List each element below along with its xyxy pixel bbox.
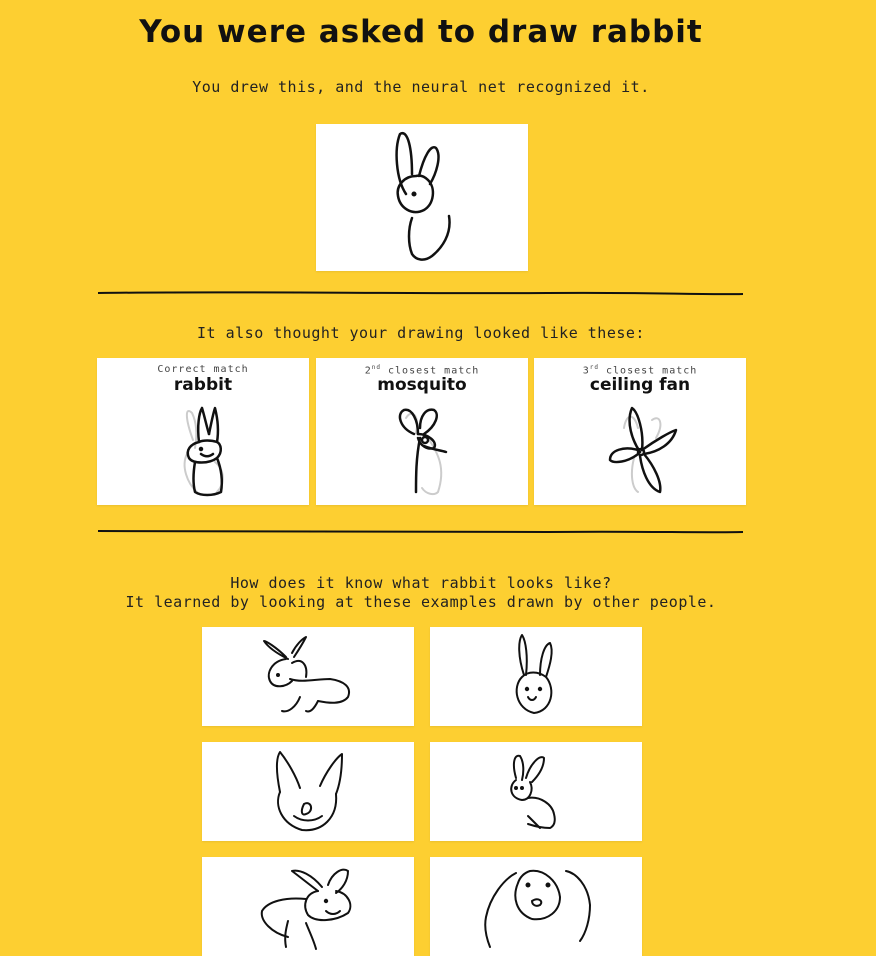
example-rabbit-sketch xyxy=(202,857,414,956)
match-name: rabbit xyxy=(173,375,233,395)
example-drawing-1[interactable] xyxy=(202,627,414,726)
example-drawing-2[interactable] xyxy=(430,627,642,726)
match-name: ceiling fan xyxy=(589,375,691,395)
user-drawing-card xyxy=(316,124,528,271)
match-caption: Correct match xyxy=(157,364,249,375)
how-question: How does it know what rabbit looks like? xyxy=(230,574,612,592)
example-rabbit-sketch xyxy=(430,742,642,841)
section-divider xyxy=(97,289,745,297)
example-rabbit-sketch xyxy=(202,627,414,726)
example-rabbit-sketch xyxy=(430,857,642,956)
example-rabbit-sketch xyxy=(202,742,414,841)
also-thought-text: It also thought your drawing looked like these: xyxy=(197,324,645,342)
match-card-mosquito[interactable] xyxy=(316,358,528,505)
ceiling-fan-sketch xyxy=(534,358,746,505)
match-card-ceiling-fan[interactable] xyxy=(534,358,746,505)
section-divider xyxy=(97,527,745,535)
user-rabbit-drawing xyxy=(316,124,528,271)
page-title: You were asked to draw rabbit xyxy=(139,14,703,50)
rabbit-sketch xyxy=(97,358,309,505)
how-explanation: It learned by looking at these examples drawn by other people. xyxy=(125,593,717,611)
match-caption: 2nd closest match xyxy=(364,364,480,377)
example-drawing-3[interactable] xyxy=(202,742,414,841)
match-caption: 3rd closest match xyxy=(582,364,698,377)
example-rabbit-sketch xyxy=(430,627,642,726)
example-drawing-4[interactable] xyxy=(430,742,642,841)
recognized-text: You drew this, and the neural net recognized it. xyxy=(192,78,650,96)
match-name: mosquito xyxy=(377,375,467,395)
example-drawing-6[interactable] xyxy=(430,857,642,956)
mosquito-sketch xyxy=(316,358,528,505)
example-drawing-5[interactable] xyxy=(202,857,414,956)
match-card-rabbit[interactable] xyxy=(97,358,309,505)
